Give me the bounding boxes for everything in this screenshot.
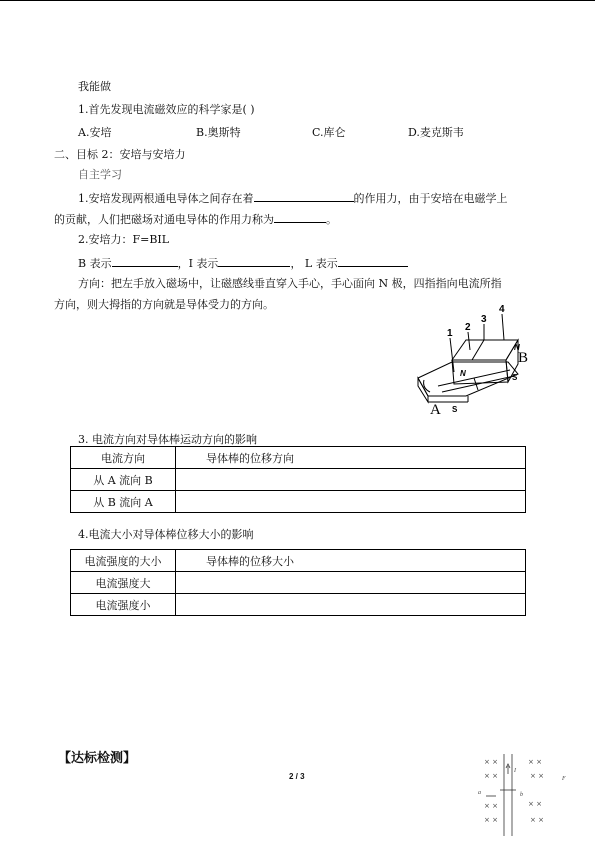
p1-text-c: 的贡献，人们把磁场对通电导体的作用力称为 (54, 213, 274, 226)
check-heading: 【达标检测】 (58, 751, 137, 766)
self-study-label: 自主学习 (78, 168, 122, 181)
answer-cell[interactable] (176, 469, 526, 491)
figure-label-s2: S (452, 405, 458, 414)
table-row (71, 572, 526, 594)
blank-force-type[interactable] (254, 190, 354, 202)
leader-1 (450, 338, 454, 372)
table-header-cell: 电流强度的大小 (71, 550, 176, 572)
p1-text-b: 的作用力，由于安培在电磁学上 (353, 192, 508, 205)
svg-text:× ×: × × (530, 816, 544, 824)
leader-4 (502, 314, 504, 340)
table-header-cell: 导体棒的位移方向 (176, 447, 526, 469)
goal-2-heading: 二、目标 2：安培与安培力 (54, 148, 186, 161)
svg-text:× ×: × × (484, 802, 498, 810)
figure-label-s1: S (512, 373, 518, 382)
table-header-cell: 导体棒的位移大小 (176, 550, 526, 572)
answer-cell[interactable] (176, 594, 526, 616)
figure-label-2: 2 (465, 322, 471, 333)
figure-label-3: 3 (481, 314, 487, 325)
figure-label-n-top: N (514, 343, 520, 352)
left-hand-rule-line-1: 方向：把左手放入磁场中，让磁感线垂直穿入手心，手心面向 N 极，四指指向电流所指 (78, 277, 502, 290)
leader-2 (468, 332, 470, 350)
question-1: 1.首先发现电流磁效应的科学家是( ) (78, 103, 255, 116)
table-row (71, 594, 526, 616)
p1-text-a: 1.安培发现两根通电导体之间存在着 (78, 192, 254, 205)
svg-text:× ×: × × (484, 772, 498, 780)
table-row (71, 491, 526, 513)
blank-b-meaning[interactable] (112, 255, 178, 267)
symbol-b-label: B 表示 (78, 257, 112, 270)
table-cell: 从 B 流向 A (71, 491, 176, 513)
current-magnitude-table (70, 549, 526, 616)
ampere-force-formula: 2.安培力：F=BIL (78, 233, 170, 246)
table-cell: 从 A 流向 B (71, 469, 176, 491)
field-label-b: b (520, 792, 523, 798)
table-cell: 电流强度小 (71, 594, 176, 616)
field-label-f: F (562, 776, 566, 782)
magnetic-field-figure (470, 750, 580, 838)
ampere-apparatus-figure (408, 300, 538, 418)
table-row (71, 447, 526, 469)
figure-label-b: B (518, 350, 529, 366)
top-rule (0, 0, 595, 1)
symbol-definitions (78, 255, 408, 271)
table-header-cell: 电流方向 (71, 447, 176, 469)
svg-text:× ×: × × (528, 758, 542, 766)
page-number: 2 / 3 (289, 772, 305, 781)
magnet-divider (472, 340, 484, 360)
svg-text:× ×: × × (484, 816, 498, 824)
paragraph-1-line-2 (54, 211, 337, 227)
field-label-a: a (478, 790, 481, 796)
blank-i-meaning[interactable] (218, 255, 290, 267)
svg-text:× ×: × × (484, 758, 498, 766)
section-can-heading: 我能做 (78, 80, 111, 93)
option-c: C.库仑 (312, 126, 346, 139)
svg-text:× ×: × × (530, 772, 544, 780)
p1-text-d: 。 (326, 213, 337, 226)
symbol-i-label: ，I 表示 (177, 257, 219, 270)
answer-cell[interactable] (176, 572, 526, 594)
option-a: A.安培 (78, 126, 112, 139)
figure-label-n-mid: N (460, 369, 466, 378)
left-hand-rule-line-2: 方向，则大拇指的方向就是导体受力的方向。 (54, 298, 274, 311)
blank-l-meaning[interactable] (338, 255, 408, 267)
figure-label-a: A (430, 402, 441, 418)
table-cell: 电流强度大 (71, 572, 176, 594)
table-row (71, 469, 526, 491)
table-2-title: 4.电流大小对导体棒位移大小的影响 (78, 528, 254, 541)
table-1-title: 3. 电流方向对导体棒运动方向的影响 (78, 433, 257, 446)
svg-text:× ×: × × (528, 800, 542, 808)
symbol-l-label: ， L 表示 (290, 257, 338, 270)
paragraph-1-line-1 (78, 190, 508, 206)
answer-cell[interactable] (176, 491, 526, 513)
current-direction-table (70, 446, 526, 513)
blank-force-name[interactable] (274, 211, 326, 223)
option-b: B.奥斯特 (196, 126, 241, 139)
figure-label-1: 1 (447, 328, 453, 339)
field-label-i: I (514, 768, 516, 774)
figure-label-4: 4 (499, 304, 505, 315)
table-row (71, 550, 526, 572)
option-d: D.麦克斯韦 (408, 126, 464, 139)
